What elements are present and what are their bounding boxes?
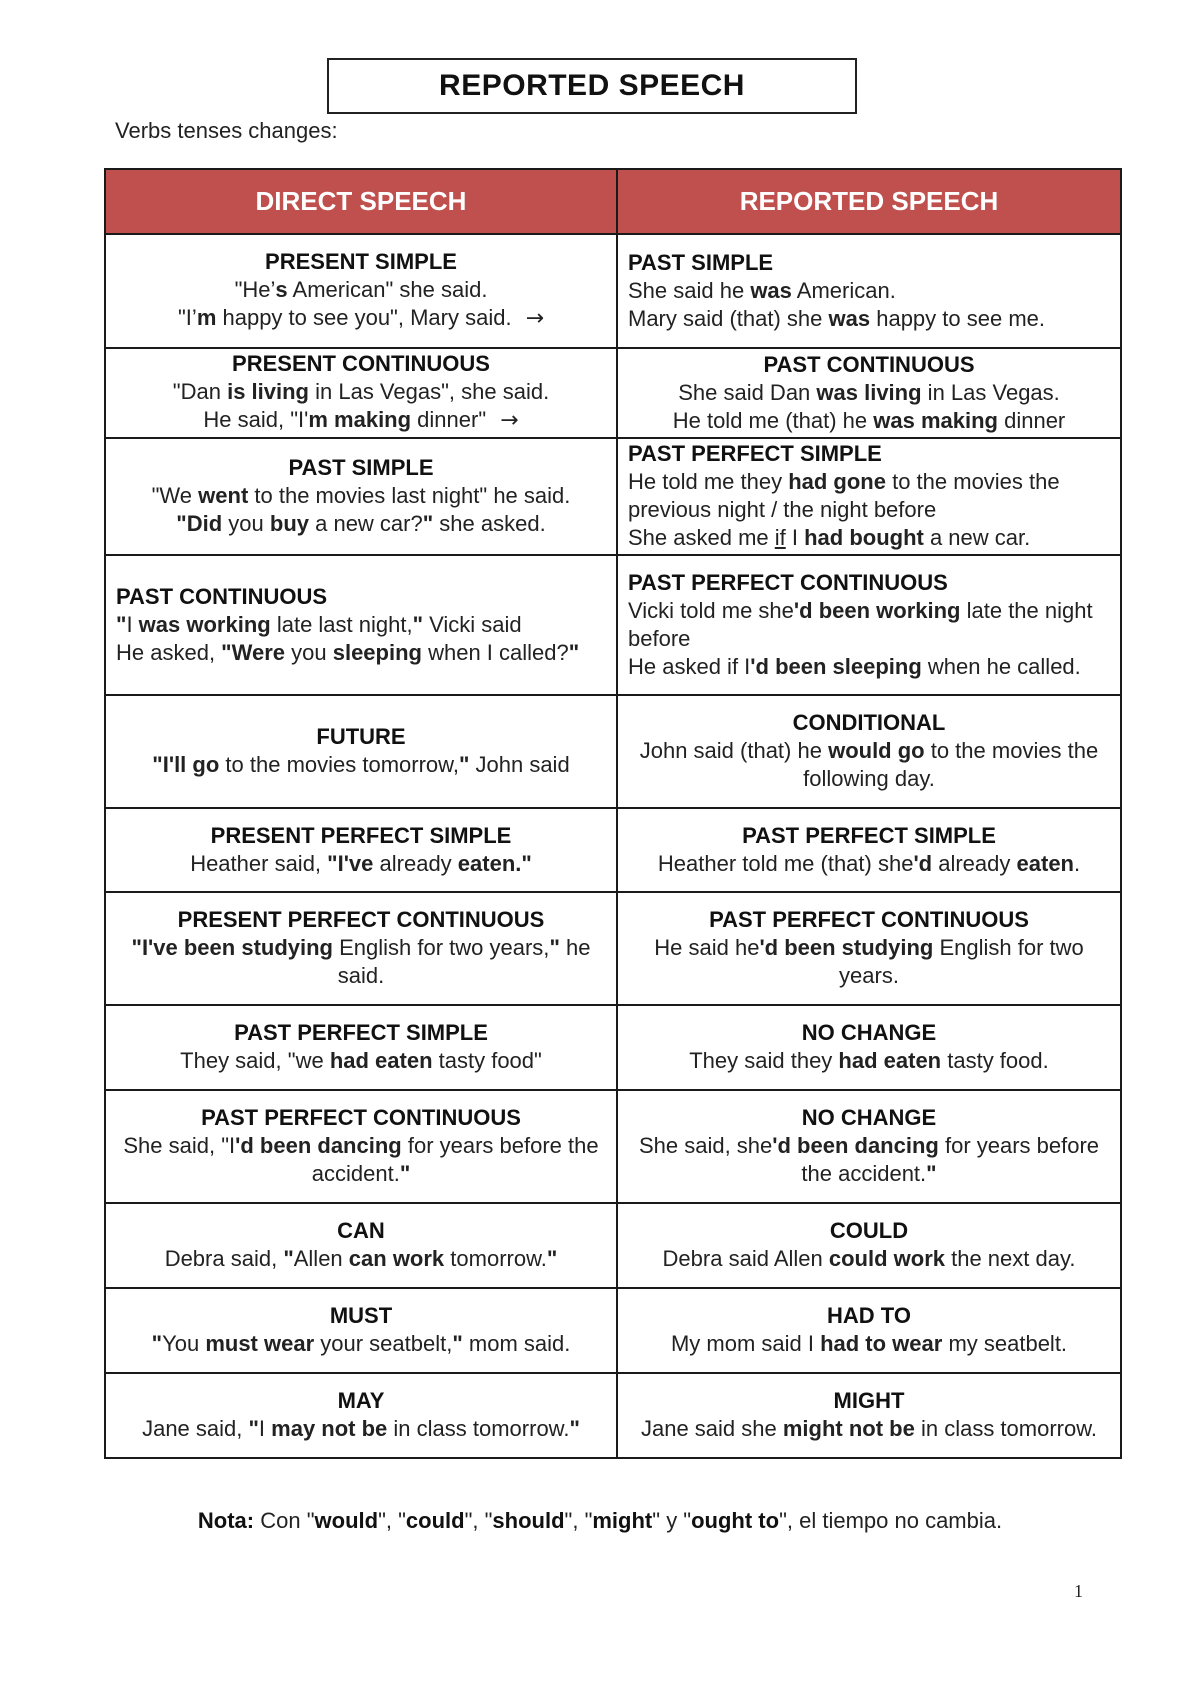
reported-speech-cell — [617, 1288, 1121, 1373]
example-bold-text: would go — [828, 738, 925, 763]
example-bold-text: " — [458, 752, 470, 777]
tense-label: PAST PERFECT SIMPLE — [234, 1020, 488, 1045]
example-sentence: He told me (that) he was making dinner — [672, 407, 1066, 433]
reported-speech-cell — [617, 1005, 1121, 1090]
example-sentence: He said he'd been studying English for two years. — [654, 935, 1084, 988]
reported-speech-header: REPORTED SPEECH — [617, 169, 1121, 234]
tense-label: PRESENT PERFECT CONTINUOUS — [177, 907, 545, 932]
right-arrow-icon: → — [500, 408, 519, 433]
example-bold-text: 'd — [913, 850, 933, 876]
example-sentence: John said (that) he would go to the movies the following day. — [639, 738, 1099, 791]
example-bold-text: was working — [138, 611, 271, 637]
example-sentence: Jane said she might not be in class tomorrow. — [640, 1416, 1098, 1441]
example-sentence: She said, she'd been dancing for years before the accident." — [638, 1133, 1100, 1186]
tense-label: CAN — [337, 1218, 385, 1243]
example-bold-text: 'd been dancing — [772, 1133, 939, 1158]
reported-speech-cell — [617, 1203, 1121, 1288]
example-sentence: He told me they had gone to the movies the previous night / the night before — [628, 469, 1060, 522]
example-bold-text: went — [198, 483, 249, 508]
example-sentence: "You must wear your seatbelt," mom said. — [151, 1331, 571, 1356]
tense-label: NO CHANGE — [801, 1105, 937, 1130]
example-bold-text: m making — [308, 407, 412, 432]
table-header-row — [105, 169, 1121, 234]
example-bold-text: had eaten — [838, 1048, 942, 1073]
table-row — [105, 1288, 1121, 1373]
example-sentence: "I'll go to the movies tomorrow," John said — [152, 752, 570, 777]
example-bold-text: buy — [269, 511, 309, 536]
reported-speech-cell — [617, 1373, 1121, 1458]
tense-label: PRESENT CONTINUOUS — [232, 351, 490, 376]
example-sentence: "Dan is living in Las Vegas", she said. — [172, 379, 550, 404]
table-row — [105, 348, 1121, 438]
reported-speech-cell — [617, 892, 1121, 1005]
tense-label: PAST PERFECT CONTINUOUS — [628, 569, 948, 595]
note-bold-text: could — [405, 1508, 465, 1533]
example-bold-text: "I've been studying — [131, 935, 333, 960]
example-bold-text: had gone — [788, 469, 886, 494]
example-bold-text: " — [926, 1161, 937, 1186]
reported-speech-cell — [617, 808, 1121, 892]
example-bold-text: eaten — [1016, 850, 1074, 876]
example-sentence: Mary said (that) she was happy to see me. — [628, 305, 1045, 331]
example-bold-text: is living — [227, 379, 309, 404]
page-title: REPORTED SPEECH — [327, 58, 857, 114]
direct-speech-cell — [105, 808, 617, 892]
subtitle: Verbs tenses changes: — [115, 118, 338, 143]
tense-label: PAST PERFECT CONTINUOUS — [201, 1105, 521, 1130]
example-sentence: They said, "we had eaten tasty food" — [180, 1048, 542, 1073]
example-bold-text: must wear — [205, 1331, 315, 1356]
tense-label: PAST SIMPLE — [628, 249, 774, 275]
example-bold-text: might not be — [782, 1416, 915, 1441]
example-bold-text: " — [452, 1331, 463, 1356]
tense-label: PAST PERFECT CONTINUOUS — [709, 907, 1029, 932]
example-bold-text: 'd been dancing — [235, 1133, 402, 1158]
example-sentence: "I've been studying English for two years," he said. — [131, 935, 591, 988]
direct-speech-cell — [105, 892, 617, 1005]
direct-speech-header: DIRECT SPEECH — [105, 169, 617, 234]
example-sentence: "Did you buy a new car?" she asked. — [176, 511, 546, 536]
tense-label: MAY — [337, 1388, 385, 1413]
table-row — [105, 1005, 1121, 1090]
example-bold-text: "Did — [176, 511, 223, 536]
tense-label: MUST — [329, 1303, 393, 1328]
example-bold-text: can work — [348, 1246, 445, 1271]
example-bold-text: had bought — [804, 525, 924, 550]
example-bold-text: " — [151, 1331, 163, 1356]
tense-label: NO CHANGE — [801, 1020, 937, 1045]
example-sentence: He asked if I'd been sleeping when he called. — [628, 653, 1081, 679]
example-bold-text: " — [546, 1246, 558, 1271]
example-sentence: Debra said, "Allen can work tomorrow." — [164, 1246, 558, 1271]
tense-label: HAD TO — [827, 1303, 911, 1328]
right-arrow-icon: → — [525, 306, 544, 331]
tense-label: PAST PERFECT SIMPLE — [628, 441, 882, 466]
table-row — [105, 892, 1121, 1005]
example-sentence: They said they had eaten tasty food. — [689, 1048, 1049, 1073]
tense-label: CONDITIONAL — [792, 710, 946, 735]
example-sentence: Jane said, "I may not be in class tomorrow." — [142, 1416, 580, 1441]
table-row — [105, 1090, 1121, 1203]
example-sentence: My mom said I had to wear my seatbelt. — [670, 1331, 1068, 1356]
example-bold-text: 'd been working — [793, 597, 961, 623]
table-row — [105, 1373, 1121, 1458]
note-bold-text: Nota: — [197, 1508, 255, 1533]
example-bold-text: " — [412, 611, 424, 637]
reported-speech-cell — [617, 234, 1121, 348]
direct-speech-cell — [105, 1288, 617, 1373]
example-sentence: Vicki told me she'd been working late the night before — [628, 597, 1093, 651]
direct-speech-cell — [105, 555, 617, 695]
table-row — [105, 555, 1121, 695]
example-sentence: She asked me if I had bought a new car. — [628, 525, 1031, 550]
example-bold-text: was living — [816, 379, 922, 405]
example-sentence: Heather told me (that) she'd already eaten. — [657, 850, 1081, 876]
example-bold-text: 'd been studying — [759, 935, 934, 960]
example-sentence: She said he was American. — [628, 277, 896, 303]
table-row — [105, 695, 1121, 808]
note-bold-text: would — [314, 1508, 379, 1533]
direct-speech-cell — [105, 348, 617, 438]
example-sentence: She said, "I'd been dancing for years before the accident." — [123, 1133, 599, 1186]
direct-speech-cell — [105, 1005, 617, 1090]
example-bold-text: 'd been sleeping — [750, 653, 922, 679]
direct-speech-cell — [105, 1373, 617, 1458]
tense-label: PAST PERFECT SIMPLE — [742, 822, 996, 848]
tense-label: COULD — [829, 1218, 909, 1243]
example-bold-text: eaten." — [457, 850, 532, 876]
reported-speech-cell — [617, 348, 1121, 438]
example-sentence: Debra said Allen could work the next day. — [662, 1246, 1076, 1271]
example-bold-text: " — [549, 935, 560, 960]
example-bold-text: may not be — [271, 1416, 388, 1441]
table-row — [105, 438, 1121, 555]
example-underlined-text: if — [774, 525, 786, 550]
tense-label: PAST CONTINUOUS — [116, 583, 328, 609]
tense-label: MIGHT — [833, 1388, 905, 1413]
tense-label: PAST CONTINUOUS — [763, 351, 975, 377]
example-bold-text: " — [399, 1161, 411, 1186]
note-bold-text: ought to — [691, 1508, 780, 1533]
example-bold-text: " — [569, 1416, 580, 1441]
example-bold-text: "I've — [327, 850, 374, 876]
example-sentence: He asked, "Were you sleeping when I called?" — [116, 639, 580, 665]
example-bold-text: " — [422, 511, 434, 536]
reported-speech-cell — [617, 438, 1121, 555]
tense-label: PRESENT PERFECT SIMPLE — [210, 822, 512, 848]
table-row — [105, 1203, 1121, 1288]
example-sentence: "We went to the movies last night" he said. — [151, 483, 571, 508]
tense-label: PRESENT SIMPLE — [265, 249, 457, 274]
example-sentence: "I was working late last night," Vicki said — [116, 611, 522, 637]
tense-label: FUTURE — [316, 724, 406, 749]
direct-speech-cell — [105, 234, 617, 348]
example-bold-text: was — [828, 305, 871, 331]
table-row — [105, 808, 1121, 892]
example-bold-text: could work — [828, 1246, 945, 1271]
example-bold-text: was — [750, 277, 792, 303]
example-bold-text: sleeping — [332, 639, 422, 665]
note-bold-text: should — [492, 1508, 565, 1533]
reported-speech-table — [104, 168, 1122, 1459]
example-bold-text: "I'll go — [152, 752, 220, 777]
table-row — [105, 234, 1121, 348]
example-bold-text: " — [283, 1246, 294, 1271]
direct-speech-cell — [105, 695, 617, 808]
example-sentence: She said Dan was living in Las Vegas. — [678, 379, 1060, 405]
tense-label: PAST SIMPLE — [288, 455, 434, 480]
example-bold-text: s — [275, 277, 288, 302]
example-bold-text: had eaten — [329, 1048, 433, 1073]
direct-speech-cell — [105, 1090, 617, 1203]
direct-speech-cell — [105, 1203, 617, 1288]
example-sentence: He said, "I'm making dinner" → — [203, 407, 519, 433]
example-bold-text: " — [248, 1416, 259, 1441]
reported-speech-cell — [617, 695, 1121, 808]
example-sentence: Heather said, "I've already eaten." — [190, 850, 532, 876]
example-bold-text: m — [196, 305, 217, 330]
example-bold-text: "Were — [221, 639, 286, 665]
example-bold-text: " — [568, 639, 580, 665]
note: Nota: Con "would", "could", "should", "might" y "ought to", el tiempo no cambia. — [197, 1508, 1003, 1533]
reported-speech-cell — [617, 555, 1121, 695]
note-bold-text: might — [592, 1508, 653, 1533]
page-number: 1 — [1074, 1581, 1083, 1601]
direct-speech-cell — [105, 438, 617, 555]
example-bold-text: " — [116, 611, 127, 637]
example-sentence: "I’m happy to see you", Mary said. → — [178, 305, 544, 331]
example-bold-text: was making — [873, 407, 998, 433]
example-sentence: "He’s American" she said. — [234, 277, 488, 302]
example-bold-text: had to wear — [820, 1331, 943, 1356]
reported-speech-cell — [617, 1090, 1121, 1203]
